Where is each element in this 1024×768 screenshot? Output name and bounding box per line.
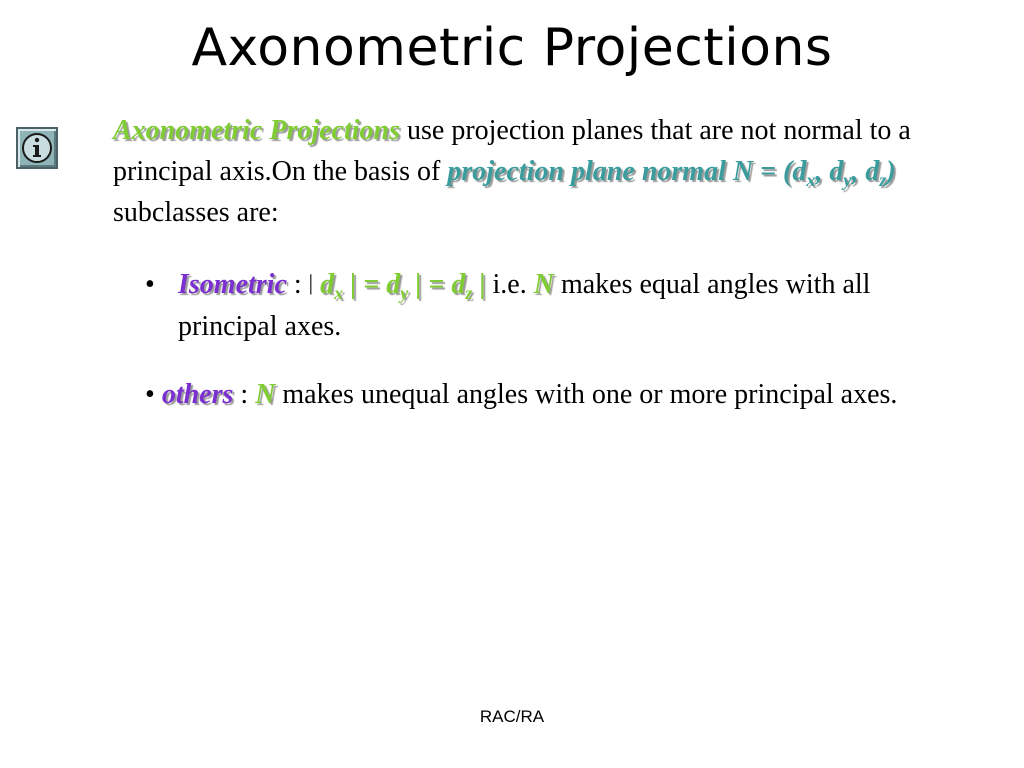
bullet-isometric [145, 264, 945, 347]
colon: : [286, 269, 309, 300]
term-isometric: Isometric [178, 269, 287, 300]
footer-label: RAC/RA [479, 707, 545, 726]
d-y: d [386, 269, 401, 300]
normal-n: N [533, 269, 554, 300]
separator-2: , d [851, 156, 880, 187]
subscript-y: y [400, 283, 409, 303]
subscript-y: y [843, 170, 852, 190]
ie-text: i.e. [485, 269, 534, 300]
slide-title: Axonometric Projections [191, 18, 833, 78]
projection-plane-normal [447, 156, 896, 190]
close-paren: ) [886, 156, 896, 187]
others-description: makes unequal angles with one or more principal axes. [275, 379, 898, 410]
subscript-z: z [465, 283, 473, 303]
bullet-others [145, 374, 945, 416]
intro-text-1: use projection planes that are not normal to a principal axis.On the basis of [113, 115, 911, 187]
abs-bar: | [308, 270, 314, 295]
term-others: others [161, 379, 234, 410]
intro-text-2: subclasses are: [113, 197, 279, 228]
abs-end: | [472, 269, 486, 300]
subscript-x: x [806, 170, 816, 190]
bullet-marker: • [145, 269, 155, 300]
bullet-marker: • [145, 379, 155, 410]
colon: : [233, 379, 256, 410]
d-x: d [313, 269, 335, 300]
separator-1: , d [815, 156, 844, 187]
equals-1: | = [343, 269, 387, 300]
normal-n: N [255, 379, 276, 410]
equals-2: | = [408, 269, 452, 300]
isometric-condition [313, 269, 486, 303]
info-button[interactable] [16, 127, 58, 169]
d-z: d [451, 269, 466, 300]
info-icon [18, 129, 56, 167]
subscript-z: z [879, 170, 887, 190]
subscript-x: x [334, 283, 344, 303]
term-axonometric-projections: Axonometric Projections [113, 115, 400, 146]
normal-label: projection plane normal N = (d [447, 156, 807, 187]
isometric-description: makes equal angles with all principal axes. [178, 269, 871, 342]
intro-paragraph [113, 110, 943, 233]
